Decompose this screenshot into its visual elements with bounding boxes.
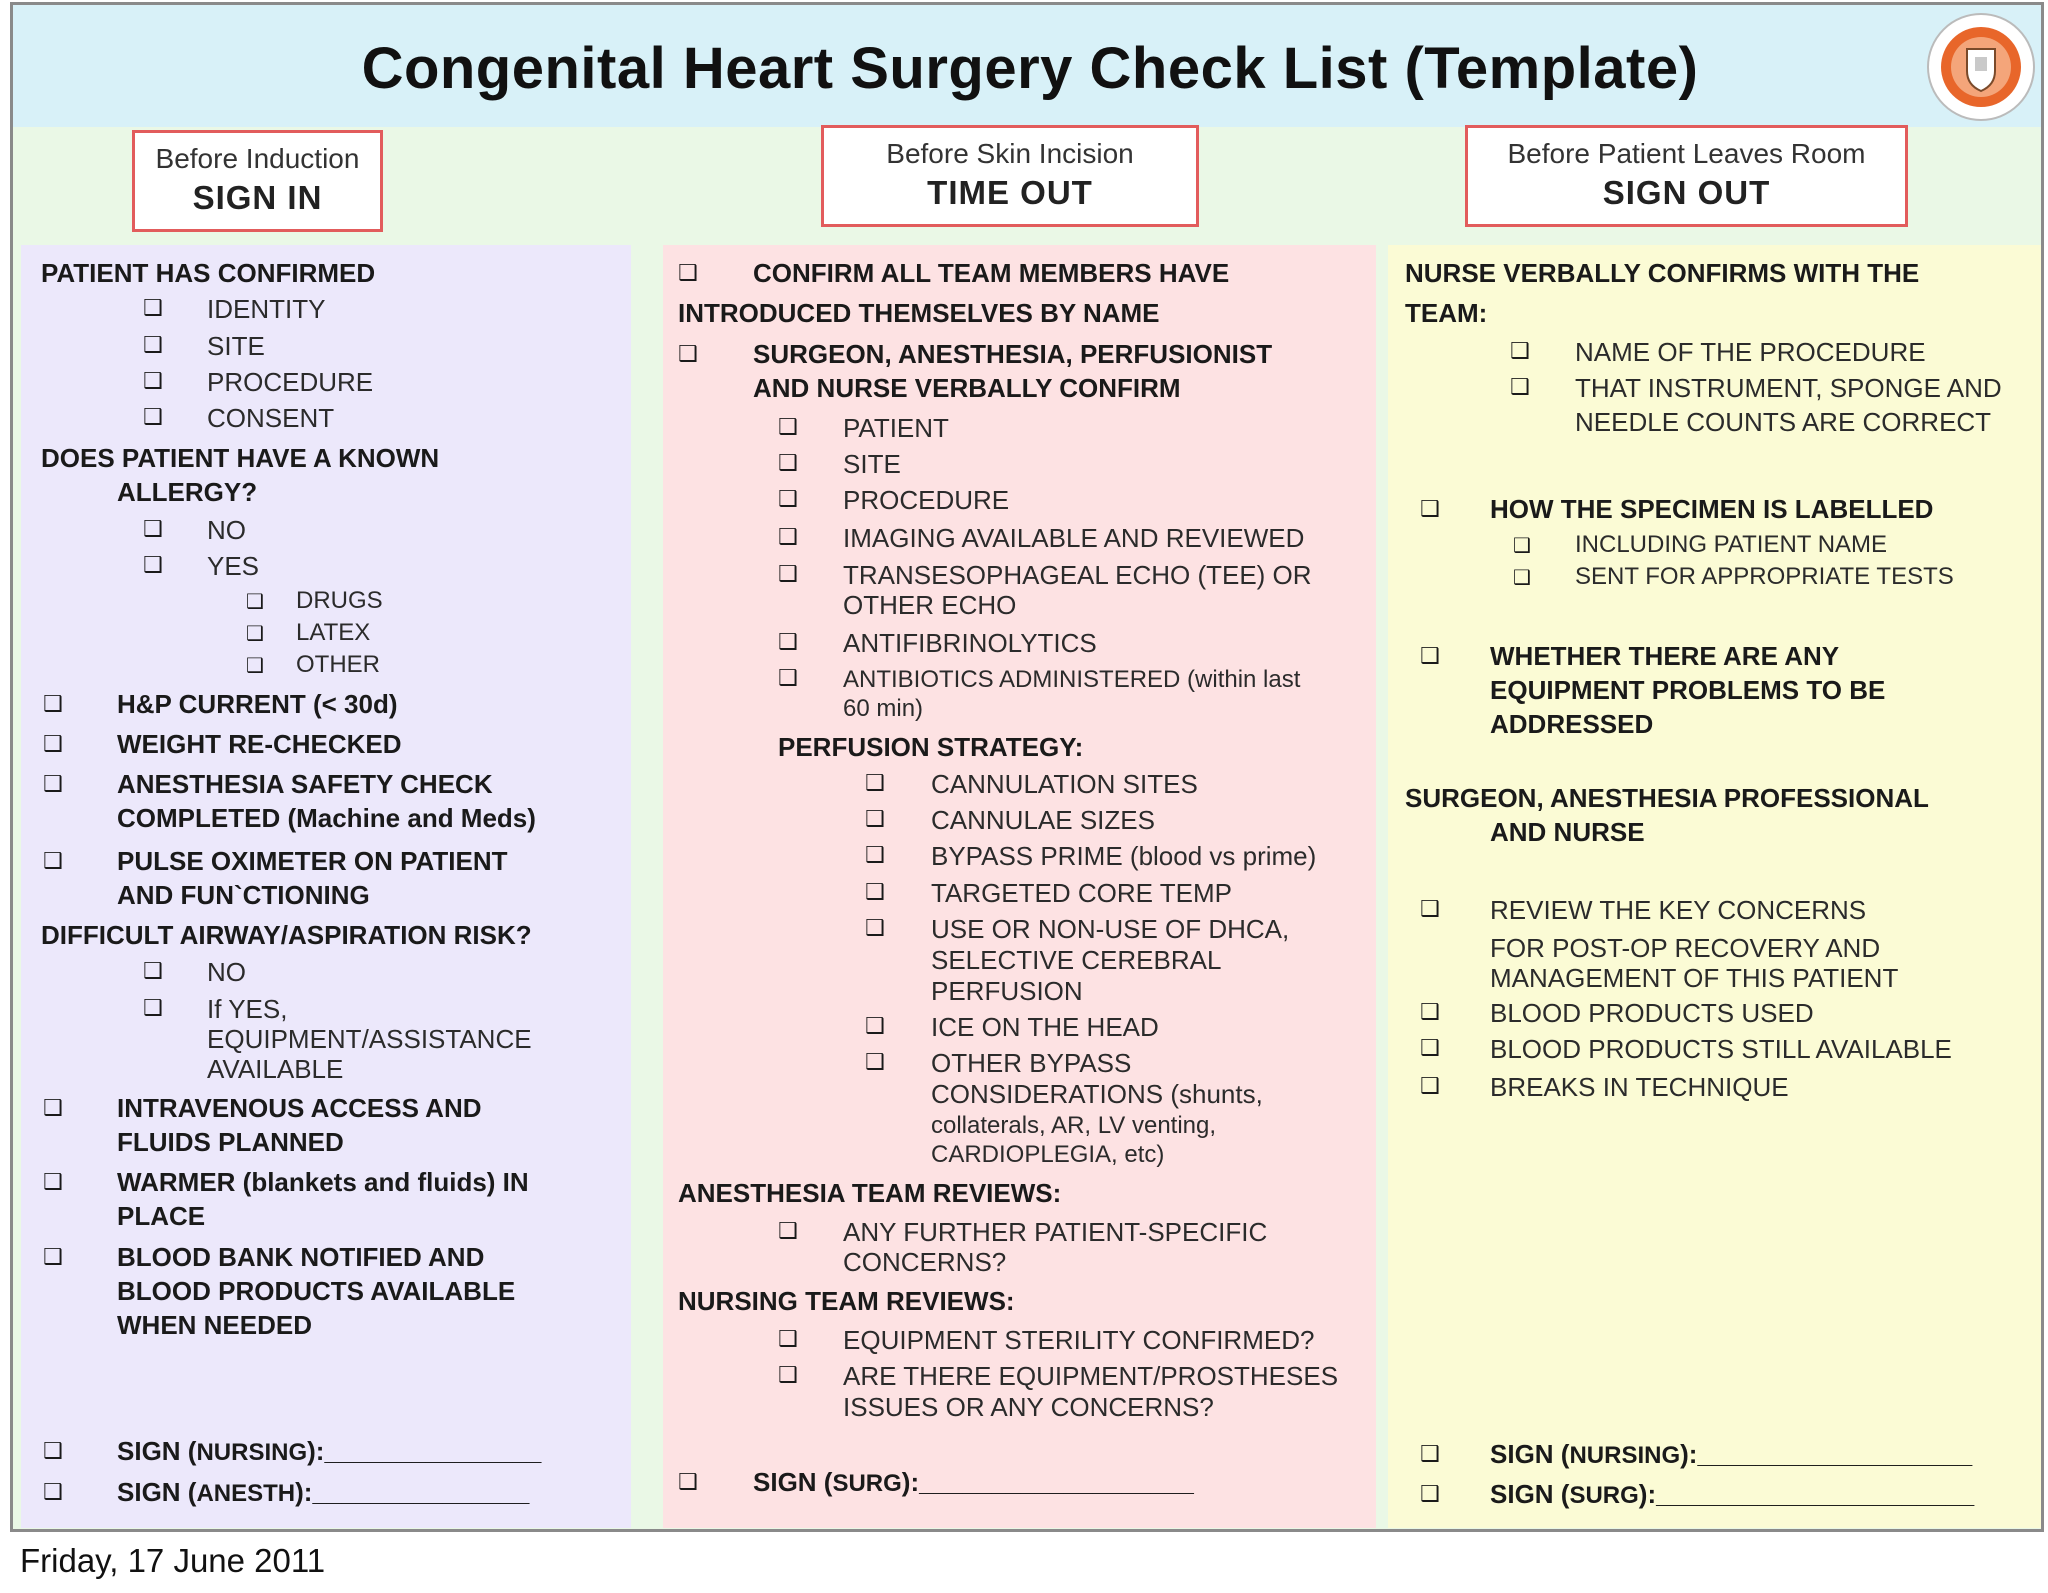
checkbox[interactable]: ❑ xyxy=(865,807,885,832)
checkbox[interactable]: ❑ xyxy=(865,916,885,941)
sign-role: NURSING xyxy=(196,1439,308,1466)
checklist-item: ANY FURTHER PATIENT-SPECIFIC xyxy=(843,1217,1268,1247)
checklist-item: SITE xyxy=(207,331,265,361)
signature-line-anesthesia[interactable] xyxy=(117,1477,529,1508)
checklist-slide xyxy=(10,2,2044,1532)
phase-main-label: SIGN IN xyxy=(192,179,323,216)
checkbox[interactable]: ❑ xyxy=(778,1327,798,1352)
checkbox[interactable]: ❑ xyxy=(43,1170,63,1195)
phase-sign-out-box xyxy=(1465,125,1908,227)
checkbox[interactable]: ❑ xyxy=(143,517,163,542)
checklist-item: CARDIOPLEGIA, etc) xyxy=(931,1141,1165,1168)
signature-line-surgeon[interactable] xyxy=(1490,1479,1974,1510)
checklist-item: WHETHER THERE ARE ANY xyxy=(1490,641,1840,671)
checklist-item: BLOOD PRODUCTS AVAILABLE xyxy=(117,1276,516,1306)
checkbox[interactable]: ❑ xyxy=(43,692,63,717)
sign-role: SURG xyxy=(1569,1482,1639,1509)
checklist-item: ICE ON THE HEAD xyxy=(931,1012,1159,1042)
checklist-item: WHEN NEEDED xyxy=(117,1310,313,1340)
checklist-item: NAME OF THE PROCEDURE xyxy=(1575,337,1926,367)
checklist-item: If YES, xyxy=(207,994,288,1024)
checklist-item: PROCEDURE xyxy=(843,485,1010,515)
checklist-item: YES xyxy=(207,551,260,581)
checklist-item: AND FUN`CTIONING xyxy=(117,880,370,910)
section-header: PERFUSION STRATEGY: xyxy=(778,732,1084,762)
checklist-item: CANNULATION SITES xyxy=(931,769,1198,799)
section-header: PATIENT HAS CONFIRMED xyxy=(41,258,376,288)
checklist-item: IMAGING AVAILABLE AND REVIEWED xyxy=(843,523,1305,553)
checklist-item: SURGEON, ANESTHESIA, PERFUSIONIST xyxy=(753,339,1273,369)
checklist-item: FOR POST-OP RECOVERY AND xyxy=(1490,933,1881,963)
checklist-item: NO xyxy=(207,957,246,987)
checklist-item: TRANSESOPHAGEAL ECHO (TEE) OR xyxy=(843,560,1312,590)
checklist-item: BREAKS IN TECHNIQUE xyxy=(1490,1072,1789,1102)
checklist-item: THAT INSTRUMENT, SPONGE AND xyxy=(1575,373,2002,403)
checkbox[interactable]: ❑ xyxy=(1420,1442,1440,1467)
checklist-item: ANTIFIBRINOLYTICS xyxy=(843,628,1097,658)
checkbox[interactable]: ❑ xyxy=(246,621,264,645)
section-header: DIFFICULT AIRWAY/ASPIRATION RISK? xyxy=(41,920,532,950)
sign-blank: ):___________________ xyxy=(1680,1439,1973,1469)
signature-line-surgeon[interactable] xyxy=(753,1467,1194,1498)
checkbox[interactable]: ❑ xyxy=(143,296,163,321)
checklist-item: ANESTHESIA SAFETY CHECK xyxy=(117,769,493,799)
checkbox[interactable]: ❑ xyxy=(1420,644,1440,669)
checkbox[interactable]: ❑ xyxy=(1513,533,1531,557)
checkbox[interactable]: ❑ xyxy=(246,653,264,677)
phase-main-label: TIME OUT xyxy=(927,174,1093,211)
section-header: TEAM: xyxy=(1405,298,1488,328)
checklist-item: PULSE OXIMETER ON PATIENT xyxy=(117,846,508,876)
checkbox[interactable]: ❑ xyxy=(43,1439,63,1464)
checkbox[interactable]: ❑ xyxy=(143,959,163,984)
checklist-item: BLOOD PRODUCTS STILL AVAILABLE xyxy=(1490,1034,1952,1064)
checklist-item: AVAILABLE xyxy=(207,1054,344,1084)
checkbox[interactable]: ❑ xyxy=(778,630,798,655)
checklist-item: BLOOD BANK NOTIFIED AND xyxy=(117,1242,485,1272)
checkbox[interactable]: ❑ xyxy=(1420,1036,1440,1061)
checklist-item: WEIGHT RE-CHECKED xyxy=(117,729,402,759)
phase-main-label: SIGN OUT xyxy=(1602,174,1771,211)
checklist-item: MANAGEMENT OF THIS PATIENT xyxy=(1490,963,1899,993)
sign-prefix: SIGN ( xyxy=(117,1436,197,1466)
checkbox[interactable]: ❑ xyxy=(1510,339,1530,364)
sign-prefix: SIGN ( xyxy=(753,1467,833,1497)
checkbox[interactable]: ❑ xyxy=(43,1480,63,1505)
checkbox[interactable]: ❑ xyxy=(246,589,264,613)
footer-date: Friday, 17 June 2011 xyxy=(20,1542,326,1579)
checkbox[interactable]: ❑ xyxy=(865,771,885,796)
checkbox[interactable]: ❑ xyxy=(865,1014,885,1039)
checklist-item: PROCEDURE xyxy=(207,367,374,397)
checklist-item: WARMER (blankets and fluids) IN xyxy=(117,1167,529,1197)
section-header: ALLERGY? xyxy=(117,477,258,507)
checkbox[interactable]: ❑ xyxy=(1420,1482,1440,1507)
checklist-item: EQUIPMENT/ASSISTANCE xyxy=(207,1024,532,1054)
checkbox[interactable]: ❑ xyxy=(143,369,163,394)
checklist-item: OTHER ECHO xyxy=(843,590,1017,620)
checkbox[interactable]: ❑ xyxy=(143,996,163,1021)
section-header: DOES PATIENT HAVE A KNOWN xyxy=(41,443,440,473)
checkbox[interactable]: ❑ xyxy=(1420,1074,1440,1099)
checklist-item: HOW THE SPECIMEN IS LABELLED xyxy=(1490,494,1934,524)
checklist-item: CANNULAE SIZES xyxy=(931,805,1155,835)
sign-prefix: SIGN ( xyxy=(1490,1479,1570,1509)
checkbox[interactable]: ❑ xyxy=(1420,497,1440,522)
checkbox[interactable]: ❑ xyxy=(1510,375,1530,400)
page-title: Congenital Heart Surgery Check List (Template) xyxy=(361,36,1699,101)
checklist-item: AND NURSE VERBALLY CONFIRM xyxy=(753,373,1181,403)
sign-out-column xyxy=(1388,245,2044,1528)
checklist-item: ISSUES OR ANY CONCERNS? xyxy=(843,1392,1214,1422)
checklist-item: ADDRESSED xyxy=(1490,709,1654,739)
checklist-item: FLUIDS PLANNED xyxy=(117,1127,344,1157)
checkbox[interactable]: ❑ xyxy=(143,333,163,358)
checklist-item: PATIENT xyxy=(843,413,949,443)
checkbox[interactable]: ❑ xyxy=(678,342,698,367)
checkbox[interactable]: ❑ xyxy=(678,1470,698,1495)
checklist-item: PERFUSION xyxy=(931,976,1083,1006)
signature-line-nursing[interactable] xyxy=(117,1436,541,1467)
checklist-item: SELECTIVE CEREBRAL xyxy=(931,945,1222,975)
checklist-item: BLOOD PRODUCTS USED xyxy=(1490,998,1814,1028)
checklist-item: SITE xyxy=(843,449,901,479)
checkbox[interactable]: ❑ xyxy=(778,1363,798,1388)
sign-blank: ):___________________ xyxy=(901,1467,1194,1497)
checklist-item: ARE THERE EQUIPMENT/PROSTHESES xyxy=(843,1361,1339,1391)
checklist-item: COMPLETED (Machine and Meds) xyxy=(117,803,536,833)
title-band xyxy=(13,5,2041,127)
sign-in-column xyxy=(21,245,631,1528)
sign-role: SURG xyxy=(832,1470,902,1497)
checklist-item: NEEDLE COUNTS ARE CORRECT xyxy=(1575,407,1992,437)
checklist-item: LATEX xyxy=(296,619,371,646)
checkbox[interactable]: ❑ xyxy=(865,1050,885,1075)
sign-prefix: SIGN ( xyxy=(1490,1439,1570,1469)
phase-time-out-box xyxy=(821,125,1199,227)
phase-sub-label: Before Induction xyxy=(155,143,360,174)
checklist-item: CONSENT xyxy=(207,403,335,433)
checkbox[interactable]: ❑ xyxy=(143,553,163,578)
checklist-item: CONFIRM ALL TEAM MEMBERS HAVE xyxy=(753,258,1230,288)
checkbox[interactable]: ❑ xyxy=(1513,565,1531,589)
sign-blank: ):_______________ xyxy=(307,1436,542,1466)
phase-sign-in-box xyxy=(132,130,383,232)
section-header: ANESTHESIA TEAM REVIEWS: xyxy=(678,1178,1062,1208)
section-header: NURSING TEAM REVIEWS: xyxy=(678,1286,1015,1316)
section-header: SURGEON, ANESTHESIA PROFESSIONAL xyxy=(1405,783,1929,813)
checkbox[interactable]: ❑ xyxy=(43,1096,63,1121)
checklist-item: PLACE xyxy=(117,1201,206,1231)
checkbox[interactable]: ❑ xyxy=(865,880,885,905)
checklist-item: NO xyxy=(207,515,246,545)
phase-sub-label: Before Skin Incision xyxy=(886,138,1134,169)
checkbox[interactable]: ❑ xyxy=(1420,1000,1440,1025)
checkbox[interactable]: ❑ xyxy=(778,487,798,512)
checklist-item: CONSIDERATIONS (shunts, xyxy=(931,1079,1263,1109)
checklist-item: OTHER BYPASS xyxy=(931,1048,1132,1078)
checklist-item: IDENTITY xyxy=(207,294,326,324)
checklist-item: H&P CURRENT (< 30d) xyxy=(117,689,398,719)
section-header: NURSE VERBALLY CONFIRMS WITH THE xyxy=(1405,258,1920,288)
sign-role: NURSING xyxy=(1569,1442,1681,1469)
checkbox[interactable]: ❑ xyxy=(43,849,63,874)
checklist-item: INTRODUCED THEMSELVES BY NAME xyxy=(678,298,1160,328)
sign-prefix: SIGN ( xyxy=(117,1477,197,1507)
section-header: AND NURSE xyxy=(1490,817,1645,847)
signature-line-nursing[interactable] xyxy=(1490,1439,1972,1470)
checklist-item: INCLUDING PATIENT NAME xyxy=(1575,531,1888,558)
checklist-item: USE OR NON-USE OF DHCA, xyxy=(931,914,1290,944)
checklist-item: OTHER xyxy=(296,651,380,678)
checkbox[interactable]: ❑ xyxy=(1420,897,1440,922)
checklist-item: EQUIPMENT STERILITY CONFIRMED? xyxy=(843,1325,1315,1355)
sign-blank: ):______________________ xyxy=(1638,1479,1975,1509)
checkbox[interactable]: ❑ xyxy=(43,1245,63,1270)
checkbox[interactable]: ❑ xyxy=(778,451,798,476)
phase-sub-label: Before Patient Leaves Room xyxy=(1507,138,1866,169)
university-seal-logo xyxy=(1925,9,2037,125)
checkbox[interactable]: ❑ xyxy=(778,666,798,691)
checklist-item: SENT FOR APPROPRIATE TESTS xyxy=(1575,563,1954,590)
checklist-item: DRUGS xyxy=(296,587,383,614)
checklist-item: REVIEW THE KEY CONCERNS xyxy=(1490,895,1867,925)
checklist-item: INTRAVENOUS ACCESS AND xyxy=(117,1093,482,1123)
checklist-item: CONCERNS? xyxy=(843,1247,1007,1277)
checkbox[interactable]: ❑ xyxy=(865,843,885,868)
checklist-item: BYPASS PRIME (blood vs prime) xyxy=(931,841,1317,871)
sign-role: ANESTH xyxy=(196,1480,296,1507)
checkbox[interactable]: ❑ xyxy=(43,772,63,797)
checklist-item: 60 min) xyxy=(843,695,924,722)
checklist-item: collaterals, AR, LV venting, xyxy=(931,1112,1217,1139)
checklist-item: EQUIPMENT PROBLEMS TO BE xyxy=(1490,675,1886,705)
checklist-item: TARGETED CORE TEMP xyxy=(931,878,1232,908)
time-out-column xyxy=(663,245,1376,1528)
sign-blank: ):_______________ xyxy=(295,1477,530,1507)
checkbox[interactable]: ❑ xyxy=(778,415,798,440)
checklist-item: ANTIBIOTICS ADMINISTERED (within last xyxy=(843,666,1301,693)
checkbox[interactable]: ❑ xyxy=(778,562,798,587)
checkbox[interactable]: ❑ xyxy=(43,732,63,757)
checkbox[interactable]: ❑ xyxy=(778,1219,798,1244)
checkbox[interactable]: ❑ xyxy=(678,261,698,286)
checkbox[interactable]: ❑ xyxy=(143,405,163,430)
checkbox[interactable]: ❑ xyxy=(778,525,798,550)
